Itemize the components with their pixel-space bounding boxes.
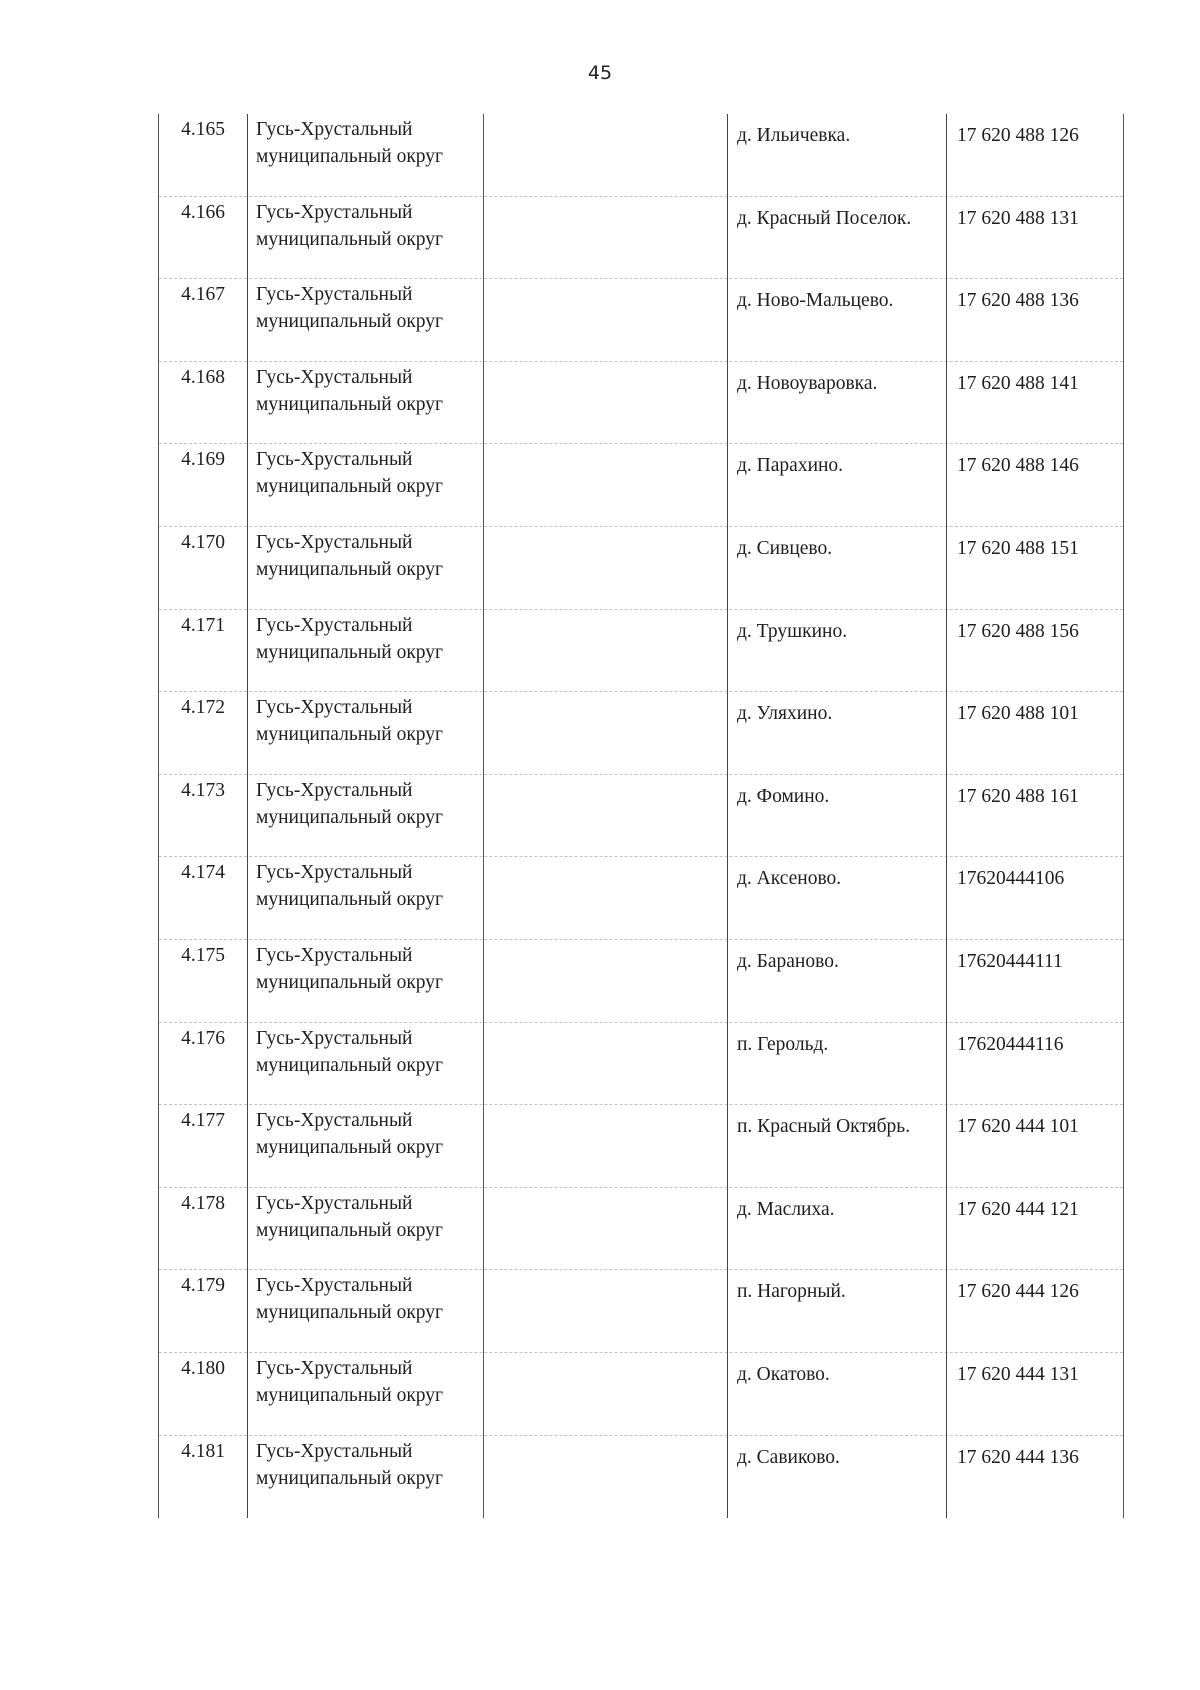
oktmo-code-cell: 17 620 488 141 (946, 362, 1123, 445)
municipality-cell: Гусь-Хрустальный муниципальный округ (247, 1188, 483, 1271)
empty-cell (483, 362, 727, 445)
municipality-cell: Гусь-Хрустальный муниципальный округ (247, 1353, 483, 1436)
empty-cell (483, 1436, 727, 1519)
municipality-cell: Гусь-Хрустальный муниципальный округ (247, 362, 483, 445)
municipality-cell: Гусь-Хрустальный муниципальный округ (247, 1023, 483, 1106)
table-row (159, 1023, 1123, 1106)
table-row (159, 1188, 1123, 1271)
municipality-cell: Гусь-Хрустальный муниципальный округ (247, 1436, 483, 1519)
table-row (159, 527, 1123, 610)
row-number: 4.167 (181, 284, 225, 306)
settlement-cell: д. Аксеново. (727, 857, 946, 940)
table-row (159, 279, 1123, 362)
settlement-cell: д. Савиково. (727, 1436, 946, 1519)
municipality-cell: Гусь-Хрустальный муниципальный округ (247, 114, 483, 197)
settlement-cell: д. Маслиха. (727, 1188, 946, 1271)
settlement-cell: п. Герольд. (727, 1023, 946, 1106)
municipality-cell: Гусь-Хрустальный муниципальный округ (247, 775, 483, 858)
oktmo-code-cell: 17 620 488 136 (946, 279, 1123, 362)
table-row (159, 197, 1123, 280)
table-row (159, 1436, 1123, 1519)
settlement-cell: п. Красный Октябрь. (727, 1105, 946, 1188)
row-number: 4.178 (181, 1192, 225, 1214)
municipality-cell: Гусь-Хрустальный муниципальный округ (247, 1270, 483, 1353)
oktmo-code-cell: 17 620 488 146 (946, 444, 1123, 527)
table-row (159, 610, 1123, 693)
empty-cell (483, 279, 727, 362)
empty-cell (483, 197, 727, 280)
empty-cell (483, 114, 727, 197)
table-row (159, 775, 1123, 858)
row-number: 4.170 (181, 531, 225, 553)
oktmo-code-cell: 17 620 444 121 (946, 1188, 1123, 1271)
oktmo-code-cell: 17 620 488 156 (946, 610, 1123, 693)
empty-cell (483, 1353, 727, 1436)
oktmo-code-cell: 17 620 444 136 (946, 1436, 1123, 1519)
municipality-cell: Гусь-Хрустальный муниципальный округ (247, 692, 483, 775)
table-row (159, 114, 1123, 197)
settlement-cell: д. Уляхино. (727, 692, 946, 775)
oktmo-code-cell: 17620444116 (946, 1023, 1123, 1106)
row-number: 4.172 (181, 697, 225, 719)
settlement-cell: д. Ново-Мальцево. (727, 279, 946, 362)
empty-cell (483, 1188, 727, 1271)
empty-cell (483, 692, 727, 775)
settlement-cell: д. Красный Поселок. (727, 197, 946, 280)
table-row (159, 940, 1123, 1023)
row-number: 4.173 (181, 779, 225, 801)
row-number: 4.166 (181, 201, 225, 223)
settlement-cell: д. Парахино. (727, 444, 946, 527)
table-row (159, 692, 1123, 775)
settlement-cell: д. Фомино. (727, 775, 946, 858)
empty-cell (483, 1270, 727, 1353)
oktmo-code-cell: 17 620 488 161 (946, 775, 1123, 858)
table-row (159, 444, 1123, 527)
municipality-cell: Гусь-Хрустальный муниципальный округ (247, 1105, 483, 1188)
oktmo-code-cell: 17 620 488 126 (946, 114, 1123, 197)
oktmo-code-cell: 17 620 488 131 (946, 197, 1123, 280)
oktmo-code-cell: 17620444111 (946, 940, 1123, 1023)
empty-cell (483, 940, 727, 1023)
table-row (159, 362, 1123, 445)
municipality-cell: Гусь-Хрустальный муниципальный округ (247, 279, 483, 362)
oktmo-code-cell: 17 620 488 151 (946, 527, 1123, 610)
settlement-cell: д. Окатово. (727, 1353, 946, 1436)
row-number: 4.168 (181, 366, 225, 388)
row-number: 4.175 (181, 944, 225, 966)
empty-cell (483, 857, 727, 940)
municipality-cell: Гусь-Хрустальный муниципальный округ (247, 444, 483, 527)
settlement-cell: д. Ильичевка. (727, 114, 946, 197)
municipality-cell: Гусь-Хрустальный муниципальный округ (247, 857, 483, 940)
municipality-cell: Гусь-Хрустальный муниципальный округ (247, 527, 483, 610)
oktmo-code-cell: 17 620 488 101 (946, 692, 1123, 775)
table-row (159, 1270, 1123, 1353)
row-number: 4.181 (181, 1440, 225, 1462)
oktmo-code-cell: 17 620 444 126 (946, 1270, 1123, 1353)
row-number: 4.177 (181, 1110, 225, 1132)
table-row (159, 857, 1123, 940)
empty-cell (483, 1023, 727, 1106)
empty-cell (483, 527, 727, 610)
settlement-cell: д. Сивцево. (727, 527, 946, 610)
row-number: 4.171 (181, 614, 225, 636)
empty-cell (483, 775, 727, 858)
municipality-cell: Гусь-Хрустальный муниципальный округ (247, 940, 483, 1023)
settlement-cell: д. Трушкино. (727, 610, 946, 693)
table-row (159, 1105, 1123, 1188)
settlement-cell: д. Новоуваровка. (727, 362, 946, 445)
table-row (159, 1353, 1123, 1436)
row-number: 4.165 (181, 119, 225, 140)
oktmo-code-cell: 17 620 444 101 (946, 1105, 1123, 1188)
empty-cell (483, 1105, 727, 1188)
page-number: 45 (587, 62, 613, 84)
row-number: 4.174 (181, 862, 225, 884)
oktmo-code-cell: 17 620 444 131 (946, 1353, 1123, 1436)
row-number: 4.176 (181, 1027, 225, 1049)
empty-cell (483, 610, 727, 693)
row-number: 4.180 (181, 1357, 225, 1379)
municipality-cell: Гусь-Хрустальный муниципальный округ (247, 197, 483, 280)
oktmo-code-cell: 17620444106 (946, 857, 1123, 940)
municipality-cell: Гусь-Хрустальный муниципальный округ (247, 610, 483, 693)
settlement-cell: п. Нагорный. (727, 1270, 946, 1353)
row-number: 4.179 (181, 1275, 225, 1297)
row-number: 4.169 (181, 449, 225, 471)
empty-cell (483, 444, 727, 527)
settlement-cell: д. Бараново. (727, 940, 946, 1023)
settlements-table (158, 114, 1124, 1518)
